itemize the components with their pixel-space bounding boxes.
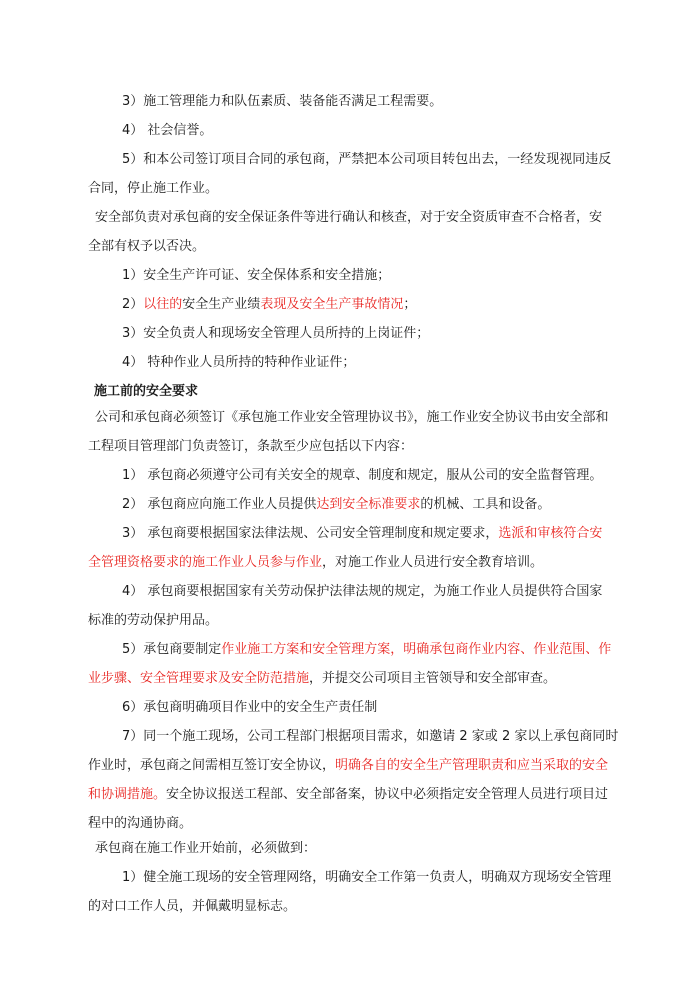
text-line — [122, 496, 550, 514]
text-line — [122, 325, 429, 343]
text-segment: 5）和本公司签订项目合同的承包商，严禁把本公司项目转包出去，一经发现视同违反 — [122, 152, 612, 167]
text-line — [88, 238, 205, 256]
text-segment: 1）安全生产许可证、安全保体系和安全措施； — [122, 268, 391, 283]
text-segment: 全部有权予以否决。 — [88, 239, 206, 254]
text-segment: 4） 社会信誉。 — [122, 123, 213, 138]
text-line — [122, 296, 416, 314]
text-segment: 的机械、工具和设备。 — [420, 497, 551, 512]
text-segment: 3）安全负责人和现场安全管理人员所持的上岗证件； — [122, 326, 430, 341]
text-line — [122, 151, 611, 169]
text-line — [122, 699, 377, 717]
text-line — [88, 612, 218, 630]
text-line — [122, 467, 602, 485]
text-line — [122, 267, 390, 285]
text-line — [88, 786, 608, 804]
text-segment: 1） 承包商必须遵守公司有关安全的规章、制度和规定，服从公司的安全监督管理。 — [122, 468, 603, 483]
text-segment: 合同，停止施工作业。 — [88, 181, 219, 196]
text-line — [88, 670, 556, 688]
highlighted-text: 达到安全标准要求 — [316, 497, 421, 512]
text-segment: 施工前的安全要求 — [94, 384, 199, 399]
text-segment: 7）同一个施工现场，公司工程部门根据项目需求，如邀请 2 家或 2 家以上承包商同时 — [122, 729, 619, 744]
text-segment: 安全生产业绩 — [182, 297, 261, 312]
text-segment: 标准的劳动保护用品。 — [88, 613, 219, 628]
text-line — [95, 209, 602, 227]
text-line — [95, 840, 316, 858]
text-line — [88, 554, 543, 572]
text-segment: 承包商在施工作业开始前，必须做到： — [95, 841, 317, 856]
text-segment: ； — [403, 297, 417, 312]
highlighted-text: 业步骤、安全管理要求及安全防范措施 — [88, 671, 310, 686]
text-line — [122, 122, 212, 140]
highlighted-text: 以往的 — [143, 297, 183, 312]
text-line — [88, 438, 413, 456]
text-line — [122, 869, 611, 887]
text-line — [122, 583, 602, 601]
text-segment: 2） — [122, 297, 144, 312]
text-segment: 1）健全施工现场的安全管理网络，明确安全工作第一负责人，明确双方现场安全管理 — [122, 870, 612, 885]
text-segment: 3） 承包商要根据国家法律法规、公司安全管理制度和规定要求， — [122, 526, 499, 541]
text-segment: 安全协议报送工程部、安全部备案，协议中必须指定安全管理人员进行项目过 — [166, 787, 609, 802]
text-segment: 4） 承包商要根据国家有关劳动保护法律法规的规定，为施工作业人员提供符合国家 — [122, 584, 603, 599]
text-segment: 程中的沟通协商。 — [88, 816, 193, 831]
text-line — [88, 898, 296, 916]
text-segment: 5）承包商要制定 — [122, 642, 222, 657]
text-segment: ，对施工作业人员进行安全教育培训。 — [322, 555, 544, 570]
text-line — [122, 728, 618, 746]
text-segment: ，并提交公司项目主管领导和安全部审查。 — [309, 671, 557, 686]
text-segment: 4） 特种作业人员所持的特种作业证件； — [122, 355, 356, 370]
text-segment: 作业时，承包商之间需相互签订安全协议， — [88, 758, 336, 773]
text-line — [122, 93, 442, 111]
text-segment: 3）施工管理能力和队伍素质、装备能否满足工程需要。 — [122, 94, 443, 109]
text-segment: 安全部负责对承包商的安全保证条件等进行确认和核查，对于安全资质审查不合格者，安 — [95, 210, 603, 225]
text-segment: 公司和承包商必须签订《承包施工作业安全管理协议书》，施工作业安全协议书由安全部和 — [95, 410, 609, 425]
text-segment: 的对口工作人员，并佩戴明显标志。 — [88, 899, 297, 914]
text-line — [88, 180, 218, 198]
highlighted-text: 和协调措施。 — [88, 787, 167, 802]
text-segment: 工程项目管理部门负责签订，条款至少应包括以下内容： — [88, 439, 414, 454]
text-line — [122, 641, 611, 659]
text-segment: 2） 承包商应向施工作业人员提供 — [122, 497, 317, 512]
text-line — [122, 354, 355, 372]
highlighted-text: 全管理资格要求的施工作业人员参与作业 — [88, 555, 323, 570]
text-line — [88, 815, 192, 833]
text-line — [122, 525, 602, 543]
text-line — [88, 757, 608, 775]
highlighted-text: 明确各自的安全生产管理职责和应当采取的安全 — [335, 758, 609, 773]
section-heading — [94, 383, 198, 401]
highlighted-text: 选派和审核符合安 — [498, 526, 603, 541]
highlighted-text: 表现及安全生产事故情况 — [260, 297, 404, 312]
highlighted-text: 作业施工方案和安全管理方案，明确承包商作业内容、作业范围、作 — [221, 642, 612, 657]
text-segment: 6）承包商明确项目作业中的安全生产责任制 — [122, 700, 378, 715]
text-line — [95, 409, 609, 427]
